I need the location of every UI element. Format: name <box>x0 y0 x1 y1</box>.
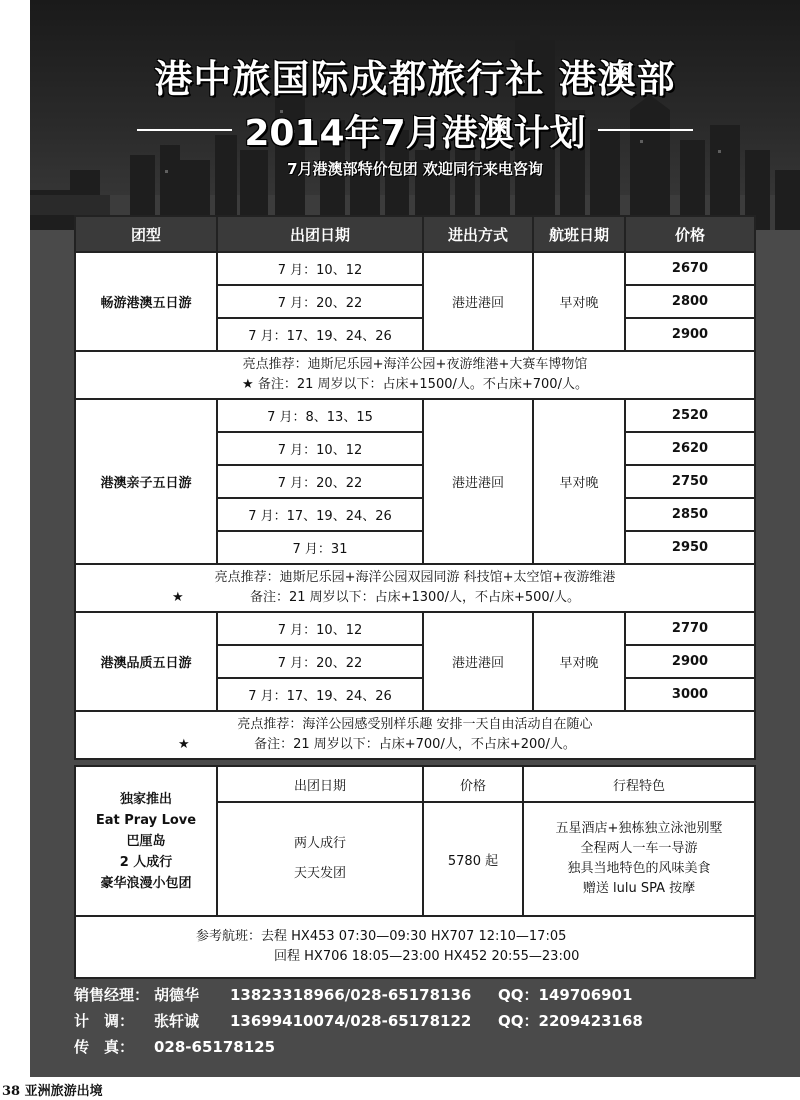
special-date-line: 天天发团 <box>293 866 346 881</box>
table-row <box>75 399 755 432</box>
departure-date: 7 月：17、19、24、26 <box>217 678 423 711</box>
transport: 港进港回 <box>423 252 533 351</box>
transport: 港进港回 <box>423 399 533 564</box>
special-title-line: 2 人成行 <box>119 854 173 870</box>
remark-line <box>78 735 752 755</box>
tour-name: 港澳品质五日游 <box>75 612 217 711</box>
price: 2900 <box>625 645 755 678</box>
contact-row-operator <box>74 1008 774 1034</box>
remark-line <box>78 588 752 608</box>
note-row <box>75 711 755 759</box>
tour-name: 畅游港澳五日游 <box>75 252 217 351</box>
contact-phone[interactable]: 13823318966/028-65178136 <box>230 986 472 1004</box>
departure-date: 7 月：31 <box>217 531 423 564</box>
note-row <box>75 351 755 399</box>
price: 2670 <box>625 252 755 285</box>
departure-date: 7 月：10、12 <box>217 252 423 285</box>
flight-line: 参考航班：去程 HX453 07:30—09:30 HX707 12:10—17:05 <box>196 929 567 944</box>
remark-text: 备注：21 周岁以下：占床+700/人，不占床+200/人。 <box>254 737 576 752</box>
price: 2900 <box>625 318 755 351</box>
plan-title: 2014年7月港澳计划 <box>244 112 586 154</box>
flight-schedule: 早对晚 <box>533 612 625 711</box>
departure-date: 7 月：20、22 <box>217 465 423 498</box>
tagline: 7月港澳部特价包团 欢迎同行来电咨询 <box>287 160 543 178</box>
contact-label: 传 真： <box>74 1038 135 1056</box>
note-row <box>75 564 755 612</box>
publication-name: 亚洲旅游出境 <box>24 1084 103 1099</box>
feature-item: 赠送 lulu SPA 按摩 <box>582 881 696 896</box>
flight-line: 回程 HX706 18:05—23:00 HX452 20:55—23:00 <box>274 949 580 964</box>
star-icon: ★ <box>172 590 184 605</box>
highlight-text: 亮点推荐：海洋公园感受别样乐趣 安排一天自由活动自在随心 <box>237 717 593 732</box>
special-date-line: 两人成行 <box>293 836 346 851</box>
special-features <box>523 802 755 916</box>
remark-text: ★ 备注：21 周岁以下：占床+1500/人。不占床+700/人。 <box>242 377 588 392</box>
special-title-line: 巴厘岛 <box>126 833 166 849</box>
price: 2770 <box>625 612 755 645</box>
price: 2620 <box>625 432 755 465</box>
feature-item: 全程两人一车一导游 <box>580 841 698 856</box>
departure-date: 7 月：10、12 <box>217 612 423 645</box>
contact-row-sales <box>74 982 774 1008</box>
contact-row-fax <box>74 1034 774 1060</box>
contact-name: 张轩诚 <box>154 1012 200 1030</box>
star-icon: ★ <box>178 737 190 752</box>
contact-label: 销售经理： <box>74 986 150 1004</box>
departure-date: 7 月：8、13、15 <box>217 399 423 432</box>
header-departure-date: 出团日期 <box>217 216 423 252</box>
page-footer <box>0 1080 800 1100</box>
transport: 港进港回 <box>423 612 533 711</box>
highlight-note <box>75 351 755 399</box>
table-header-row <box>75 216 755 252</box>
departure-date: 7 月：17、19、24、26 <box>217 498 423 531</box>
special-header-row <box>75 766 755 802</box>
tour-name: 港澳亲子五日游 <box>75 399 217 564</box>
table-row <box>75 612 755 645</box>
bali-package-title <box>75 766 217 916</box>
contact-qq[interactable]: QQ：2209423168 <box>498 1012 643 1030</box>
header-tour-type: 团型 <box>75 216 217 252</box>
contact-qq[interactable]: QQ：149706901 <box>498 986 633 1004</box>
header-flight: 航班日期 <box>533 216 625 252</box>
special-header-price: 价格 <box>423 766 523 802</box>
price: 3000 <box>625 678 755 711</box>
highlight-text: 亮点推荐：迪斯尼乐园+海洋公园双园同游 科技馆+太空馆+夜游维港 <box>214 570 616 585</box>
poster <box>30 0 800 1077</box>
feature-item: 五星酒店+独栋独立泳池别墅 <box>555 821 723 836</box>
departure-date: 7 月：20、22 <box>217 645 423 678</box>
header-transport: 进出方式 <box>423 216 533 252</box>
tour-price-table <box>74 215 756 760</box>
bali-package-table <box>74 765 756 979</box>
highlight-note <box>75 564 755 612</box>
special-header-date: 出团日期 <box>217 766 423 802</box>
header-price: 价格 <box>625 216 755 252</box>
price: 2750 <box>625 465 755 498</box>
table-row <box>75 252 755 285</box>
price: 2850 <box>625 498 755 531</box>
plan-title-row <box>30 105 800 155</box>
reference-flights <box>75 916 755 978</box>
price: 2800 <box>625 285 755 318</box>
special-header-features: 行程特色 <box>523 766 755 802</box>
title-divider-right <box>598 129 693 131</box>
price: 2520 <box>625 399 755 432</box>
page-number: 38 <box>2 1084 21 1099</box>
departure-date: 7 月：17、19、24、26 <box>217 318 423 351</box>
departure-date: 7 月：10、12 <box>217 432 423 465</box>
contact-label: 计 调： <box>74 1012 135 1030</box>
special-title-line: 豪华浪漫小包团 <box>100 875 192 891</box>
contact-name: 胡德华 <box>154 986 200 1004</box>
departure-date: 7 月：20、22 <box>217 285 423 318</box>
contact-phone[interactable]: 13699410074/028-65178122 <box>230 1012 472 1030</box>
highlight-note <box>75 711 755 759</box>
flight-ref-row <box>75 916 755 978</box>
price: 2950 <box>625 531 755 564</box>
special-price: 5780 起 <box>423 802 523 916</box>
contact-info <box>74 982 774 1060</box>
flight-schedule: 早对晚 <box>533 399 625 564</box>
special-title-line: Eat Pray Love <box>95 812 197 828</box>
highlight-text: 亮点推荐：迪斯尼乐园+海洋公园+夜游维港+大赛车博物馆 <box>242 357 588 372</box>
remark-text: 备注：21 周岁以下：占床+1300/人，不占床+500/人。 <box>249 590 581 605</box>
special-dates <box>217 802 423 916</box>
contact-fax[interactable]: 028-65178125 <box>154 1038 276 1056</box>
title-divider-left <box>137 129 232 131</box>
feature-item: 独具当地特色的风味美食 <box>567 861 711 876</box>
special-title-line: 独家推出 <box>119 791 172 807</box>
agency-title: 港中旅国际成都旅行社 港澳部 <box>154 57 676 101</box>
flight-schedule: 早对晚 <box>533 252 625 351</box>
